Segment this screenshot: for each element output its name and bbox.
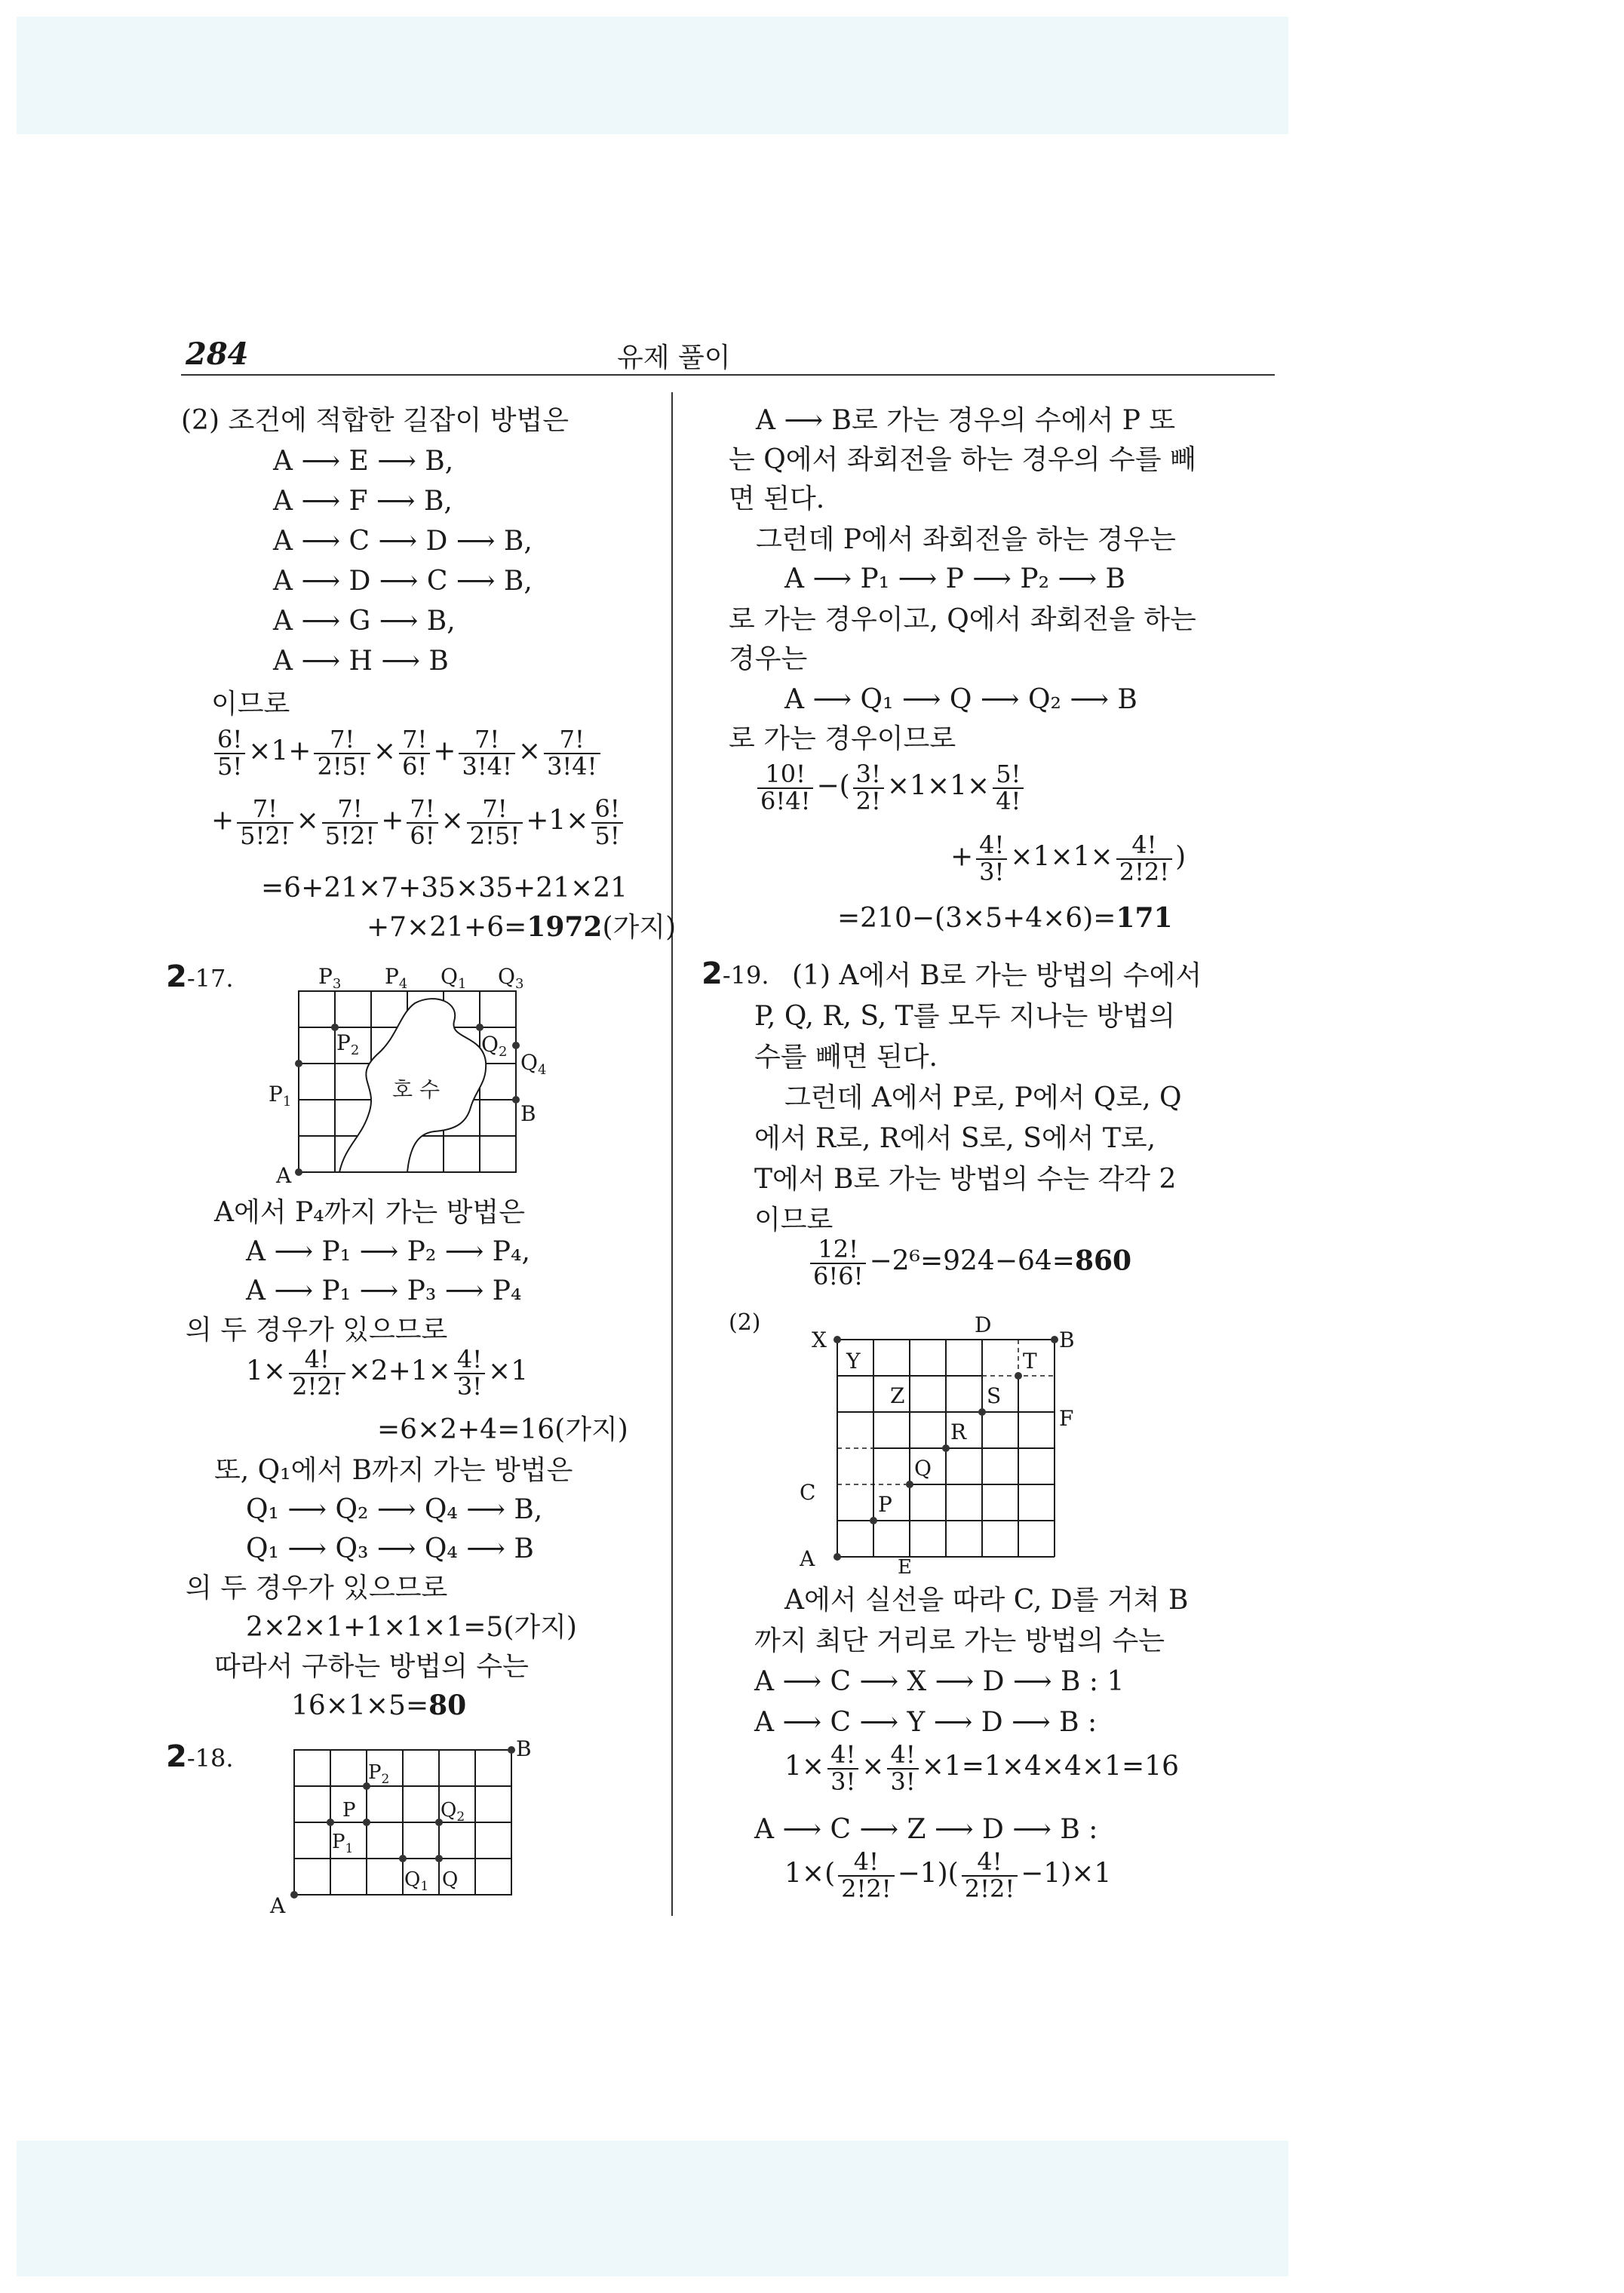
p18-line-3: 면 된다. — [729, 483, 825, 514]
problem-2-19-label: 2-19. — [701, 956, 769, 991]
svg-text:Y: Y — [846, 1349, 861, 1374]
p18-result: 171 — [1116, 902, 1173, 934]
p18-calc: =210−(3×5+4×6)=171 — [837, 902, 1173, 934]
column-divider — [671, 392, 673, 1916]
p19-route-2: A ⟶ C ⟶ Y ⟶ D ⟶ B : — [754, 1707, 1098, 1738]
p18-line-2: 는 Q에서 좌회전을 하는 경우의 수를 빼 — [729, 444, 1196, 475]
svg-text:B: B — [1059, 1328, 1075, 1352]
p17-formula-1: 1× $\frac{4!}{2!2!}$ ×2+1× $\frac{4!}{3!}$ ×1 — [246, 1345, 529, 1401]
svg-text:Q: Q — [442, 1868, 459, 1891]
p16-result: 1972 — [526, 911, 603, 943]
p19-line-4: 그런데 A에서 P로, P에서 Q로, Q — [784, 1082, 1182, 1113]
svg-text:P3: $P_3$ — [318, 964, 342, 992]
svg-text:P1: $P_1$ — [269, 1082, 292, 1110]
p16-intro: (2) 조건에 적합한 길잡이 방법은 — [181, 405, 569, 436]
svg-text:A: A — [270, 1893, 286, 1916]
svg-text:Q1: $Q_1$ — [404, 1868, 429, 1894]
svg-text:B: B — [520, 1101, 536, 1126]
running-title: 유제 풀이 — [617, 342, 731, 373]
svg-text:F: F — [1059, 1406, 1074, 1431]
svg-text:D: D — [975, 1312, 992, 1337]
header-rule — [181, 374, 1275, 376]
p16-route-1: A ⟶ E ⟶ B, — [273, 446, 454, 477]
p16-calc-2: +7×21+6=1972(가지) — [367, 911, 677, 943]
svg-text:Q: Q — [914, 1456, 932, 1481]
svg-text:P: P — [878, 1492, 892, 1517]
p16-route-3: A ⟶ C ⟶ D ⟶ B, — [273, 526, 533, 557]
p18-formula-2: + $\frac{4!}{3!}$ ×1×1× $\frac{4!}{2!2!}$ ) — [950, 830, 1187, 886]
p17-cases: 의 두 경우가 있으므로 — [186, 1315, 448, 1346]
p17-line-1: A에서 P₄까지 가는 방법은 — [214, 1197, 525, 1228]
svg-text:P2: $P_2$ — [368, 1761, 390, 1787]
p19-line-7: 이므로 — [754, 1205, 833, 1236]
svg-text:P1: $P_1$ — [332, 1831, 354, 1856]
p19-line-8: A에서 실선을 따라 C, D를 거쳐 B — [784, 1585, 1189, 1616]
xyz-grid-diagram — [800, 1305, 1101, 1576]
p19-line-1: (1) A에서 B로 가는 방법의 수에서 — [792, 960, 1202, 991]
lake-grid-diagram — [256, 956, 573, 1183]
svg-text:Q1: $Q_1$ — [441, 964, 467, 992]
svg-text:P2: $P_2$ — [336, 1030, 360, 1058]
p17-eq-1: =6×2+4=16(가지) — [377, 1414, 628, 1445]
svg-text:Q3: $Q_3$ — [498, 964, 524, 992]
svg-text:B: B — [516, 1736, 532, 1761]
svg-text:Q2: $Q_2$ — [441, 1799, 465, 1825]
svg-text:A: A — [800, 1546, 815, 1571]
problem-2-17-label: 2-17. — [166, 959, 234, 994]
svg-text:P: P — [342, 1799, 356, 1822]
p19-result-1: 860 — [1074, 1245, 1132, 1277]
svg-text:E: E — [898, 1556, 912, 1576]
p16-route-6: A ⟶ H ⟶ B — [273, 646, 449, 677]
p17-route-4: Q₁ ⟶ Q₃ ⟶ Q₄ ⟶ B — [246, 1533, 534, 1564]
p18-line-1: A ⟶ B로 가는 경우의 수에서 P 또 — [756, 405, 1176, 436]
svg-text:A: A — [276, 1163, 292, 1183]
p19-formula-3: 1×( $\frac{4!}{2!2!}$ −1)( $\frac{4!}{2!2!}$ −1)×1 — [784, 1847, 1112, 1903]
p16-calc-1: =6+21×7+35×35+21×21 — [261, 873, 628, 904]
p16-therefore: 이므로 — [211, 689, 290, 720]
p17-cases-2: 의 두 경우가 있으므로 — [186, 1573, 448, 1604]
scan-band-bottom — [17, 2141, 1288, 2276]
p17-so: 따라서 구하는 방법의 수는 — [214, 1651, 529, 1682]
p16-route-4: A ⟶ D ⟶ C ⟶ B, — [273, 566, 533, 597]
p19-line-2: P, Q, R, S, T를 모두 지나는 방법의 — [754, 1001, 1176, 1032]
svg-text:S: S — [987, 1383, 1002, 1408]
p18-line-7: 로 가는 경우이므로 — [729, 723, 956, 754]
p17-route-2: A ⟶ P₁ ⟶ P₃ ⟶ P₄ — [246, 1275, 522, 1306]
svg-text:Z: Z — [890, 1383, 905, 1408]
svg-text:T: T — [1023, 1349, 1037, 1374]
p17-eq-2: 2×2×1+1×1×1=5(가지) — [246, 1612, 577, 1643]
svg-text:P4: $P_4$ — [385, 964, 408, 992]
left-turn-grid-diagram — [264, 1735, 551, 1916]
p18-line-6: 경우는 — [729, 643, 808, 674]
problem-2-18-label: 2-18. — [166, 1739, 234, 1774]
p19-part-2: (2) — [729, 1309, 761, 1336]
p18-route-1: A ⟶ P₁ ⟶ P ⟶ P₂ ⟶ B — [784, 563, 1125, 594]
p17-route-3: Q₁ ⟶ Q₂ ⟶ Q₄ ⟶ B, — [246, 1494, 543, 1525]
p16-formula-line-1: $\frac{6!}{5!}$ ×1+ $\frac{7!}{2!5!}$ × $\frac{7!}{6!}$ + $\frac{7!}{3!4!}$ × $\frac{7!}{3!4!}$ — [211, 727, 603, 779]
svg-text:호 수: 호 수 — [392, 1077, 440, 1102]
p19-formula-1: $\frac{12!}{6!6!}$ −2⁶=924−64=860 — [807, 1237, 1131, 1289]
svg-text:Q2: $Q_2$ — [481, 1032, 508, 1060]
p16-formula-line-2: + $\frac{7!}{5!2!}$ × $\frac{7!}{5!2!}$ + $\frac{7!}{6!}$ × $\frac{7!}{2!5!}$ +1× $\frac{6!}{5!}$ — [211, 797, 626, 849]
svg-text:X: X — [812, 1328, 827, 1352]
p18-line-4: 그런데 P에서 좌회전을 하는 경우는 — [756, 524, 1176, 555]
p16-route-2: A ⟶ F ⟶ B, — [273, 486, 453, 517]
p19-line-3: 수를 빼면 된다. — [754, 1042, 938, 1073]
page-number: 284 — [186, 336, 249, 372]
p17-final-result: 80 — [428, 1690, 467, 1721]
svg-text:C: C — [800, 1480, 816, 1505]
p18-formula-1: $\frac{10!}{6!4!}$ −( $\frac{3!}{2!}$ ×1×1× $\frac{5!}{4!}$ — [754, 762, 1027, 814]
p19-line-9: 까지 최단 거리로 가는 방법의 수는 — [754, 1625, 1165, 1656]
p17-final: 16×1×5=80 — [291, 1690, 467, 1721]
p17-route-1: A ⟶ P₁ ⟶ P₂ ⟶ P₄, — [246, 1236, 530, 1267]
p19-line-5: 에서 R로, R에서 S로, S에서 T로, — [754, 1123, 1156, 1154]
p18-line-5: 로 가는 경우이고, Q에서 좌회전을 하는 — [729, 604, 1196, 635]
svg-text:Q4: $Q_4$ — [520, 1050, 547, 1078]
p19-line-6: T에서 B로 가는 방법의 수는 각각 2 — [754, 1164, 1177, 1195]
p19-route-1: A ⟶ C ⟶ X ⟶ D ⟶ B : 1 — [754, 1666, 1125, 1697]
svg-text:R: R — [950, 1420, 967, 1444]
p18-route-2: A ⟶ Q₁ ⟶ Q ⟶ Q₂ ⟶ B — [784, 684, 1137, 715]
p17-line-2: 또, Q₁에서 B까지 가는 방법은 — [214, 1455, 573, 1486]
p19-route-3: A ⟶ C ⟶ Z ⟶ D ⟶ B : — [754, 1814, 1098, 1845]
p19-formula-2: 1× $\frac{4!}{3!}$ × $\frac{4!}{3!}$ ×1=1×4×4×1=16 — [784, 1740, 1180, 1796]
p16-route-5: A ⟶ G ⟶ B, — [273, 606, 456, 637]
scan-band-top — [17, 17, 1288, 134]
